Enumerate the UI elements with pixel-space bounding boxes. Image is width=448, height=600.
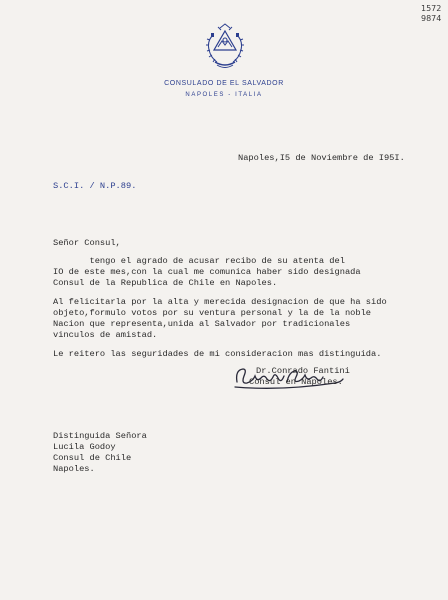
reference-number: S.C.I. / N.P.89. [53,181,137,191]
closing-line: Le reitero las seguridades de mi consideracion mas distinguida. [53,349,382,359]
letterhead-title: CONSULADO DE EL SALVADOR [164,80,284,87]
addressee-line-1: Distinguida Señora [53,431,147,441]
addressee-line-2: Lucila Godoy [53,442,116,452]
date-line: Napoles,I5 de Noviembre de I95I. [238,153,405,163]
paragraph-1-line-3: Consul de la Republica de Chile en Napoles. [53,278,278,288]
paragraph-2-line-1: Al felicitarla por la alta y merecida designacion de que ha sido [53,297,387,307]
signer-title: Consul en Napoles. [249,377,343,387]
addressee-line-4: Napoles. [53,464,95,474]
addressee-line-3: Consul de Chile [53,453,132,463]
signer-name: Dr.Conrado Fantini [256,366,350,376]
paragraph-2-line-3: Nacion que representa,unida al Salvador por tradicionales [53,319,351,329]
archive-mark-1: 1572 [421,4,442,13]
coat-of-arms-icon [203,22,247,74]
salutation: Señor Consul, [53,238,121,248]
paragraph-2-line-4: vinculos de amistad. [53,330,158,340]
archive-mark-2: 9874 [421,14,442,23]
paragraph-2-line-2: objeto,formulo votos por su ventura personal y la de la noble [53,308,372,318]
letterhead-subtitle: NAPOLES - ITALIA [185,92,263,98]
paragraph-1-line-1: tengo el agrado de acusar recibo de su atenta del [53,256,345,266]
paragraph-1-line-2: IO de este mes,con la cual me comunica haber sido designada [53,267,361,277]
